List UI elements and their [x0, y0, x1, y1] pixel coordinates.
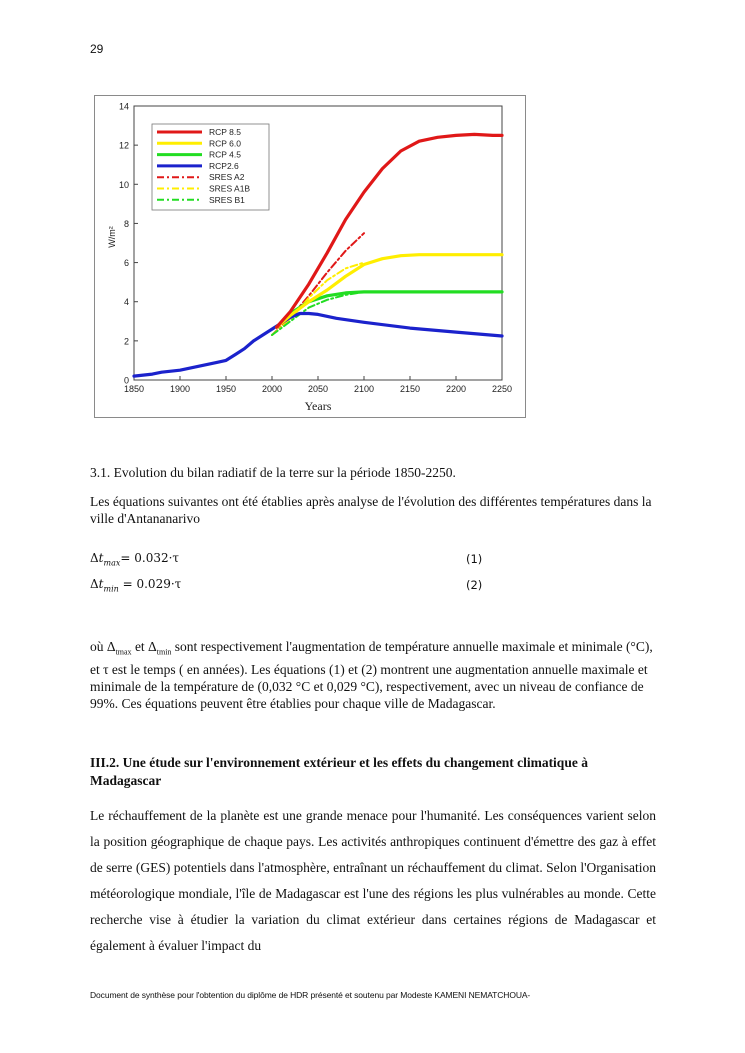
- x-axis-label: Years: [304, 399, 332, 413]
- x-tick-label: 2100: [353, 384, 375, 394]
- x-tick-label: 1900: [169, 384, 191, 394]
- y-tick-label: 0: [123, 375, 129, 386]
- legend-label: SRES B1: [209, 194, 245, 205]
- legend-label: RCP 8.5: [209, 127, 241, 137]
- expl-text-2: et Δ: [131, 639, 157, 654]
- x-tick-label: 2250: [491, 384, 513, 394]
- y-tick-label: 14: [118, 101, 129, 112]
- body-paragraph: Le réchauffement de la planète est une grande menace pour l'humanité. Les conséquences varient selon la position géographique de chaque pays. Les activités anthropiques continuent d'émettre des gaz à effet de serre (GES) potentiels dans l'atmosphère, entraînant un réchauffement du climat. Selon l'Organisation météorologique mondiale, l'île de Madagascar est l'une des régions les plus vulnérables au monde. Cette recherche vise à étudier la variation du climat extérieur dans certaines régions de Madagascar et également à évaluer l'impact du: [90, 808, 656, 953]
- explanation-paragraph: [90, 638, 656, 712]
- legend-label: SRES A1B: [209, 183, 251, 194]
- equation-2-number: (2): [466, 578, 483, 592]
- legend-label: RCP 6.0: [209, 138, 241, 149]
- x-tick-label: 1850: [123, 384, 145, 394]
- section-heading: III.2. Une étude sur l'environnement extérieur et les effets du changement climatique à Madagascar: [90, 755, 588, 788]
- eq1-rhs: = 0.032·τ: [120, 551, 180, 565]
- x-tick-label: 2150: [399, 384, 421, 394]
- equation-1: [90, 551, 179, 567]
- y-tick-label: 12: [118, 140, 129, 151]
- y-axis-label: W/m²: [107, 226, 117, 248]
- eq1-var: t: [98, 551, 104, 565]
- x-tick-label: 1950: [215, 384, 237, 394]
- expl-text-3: sont respectivement l'augmentation de température annuelle maximale et minimale (°C), et τ est le temps ( en années). Les équations (1) et (2) montrent une augmentation annuelle maximale et minimale de la température de (0,032 °C et 0,029 °C), respectivement, avec un niveau de confiance de 99%. Ces équations peuvent être établies pour chaque ville de Madagascar.: [90, 639, 653, 711]
- intro-paragraph: Les équations suivantes ont été établies après analyse de l'évolution des différentes températures dans la ville d'Antananarivo: [90, 494, 652, 526]
- legend-label: RCP 4.5: [209, 149, 241, 160]
- legend-label: SRES A2: [209, 172, 245, 183]
- x-tick-label: 2050: [307, 384, 329, 394]
- chart-svg: [95, 96, 525, 417]
- eq1-delta: Δ: [90, 551, 99, 565]
- y-tick-label: 6: [123, 258, 129, 269]
- eq2-sub: min: [103, 584, 119, 594]
- legend-label: RCP2.6: [209, 160, 239, 171]
- eq2-rhs: = 0.029·τ: [118, 577, 182, 591]
- y-tick-label: 8: [123, 218, 129, 229]
- x-tick-label: 2000: [261, 384, 283, 394]
- y-tick-label: 4: [123, 297, 129, 308]
- eq2-var: t: [98, 577, 104, 591]
- y-tick-label: 10: [118, 179, 129, 190]
- expl-text-1: où Δ: [90, 639, 116, 654]
- figure-caption: 3.1. Evolution du bilan radiatif de la terre sur la période 1850-2250.: [90, 465, 456, 480]
- eq1-sub: max: [103, 558, 121, 568]
- eq2-delta: Δ: [90, 577, 99, 591]
- page-number: 29: [90, 42, 104, 56]
- equation-2: [90, 577, 181, 593]
- expl-sub-2: tmin: [156, 647, 172, 657]
- page-footer: Document de synthèse pour l'obtention du diplôme de HDR présenté et soutenu par Modeste KAMENI NEMATCHOUA-: [90, 990, 531, 1000]
- x-tick-label: 2200: [445, 384, 467, 394]
- radiative-forcing-chart: [94, 95, 526, 418]
- y-tick-label: 2: [123, 336, 129, 347]
- equation-1-number: (1): [466, 552, 483, 566]
- expl-sub-1: tmax: [115, 647, 132, 657]
